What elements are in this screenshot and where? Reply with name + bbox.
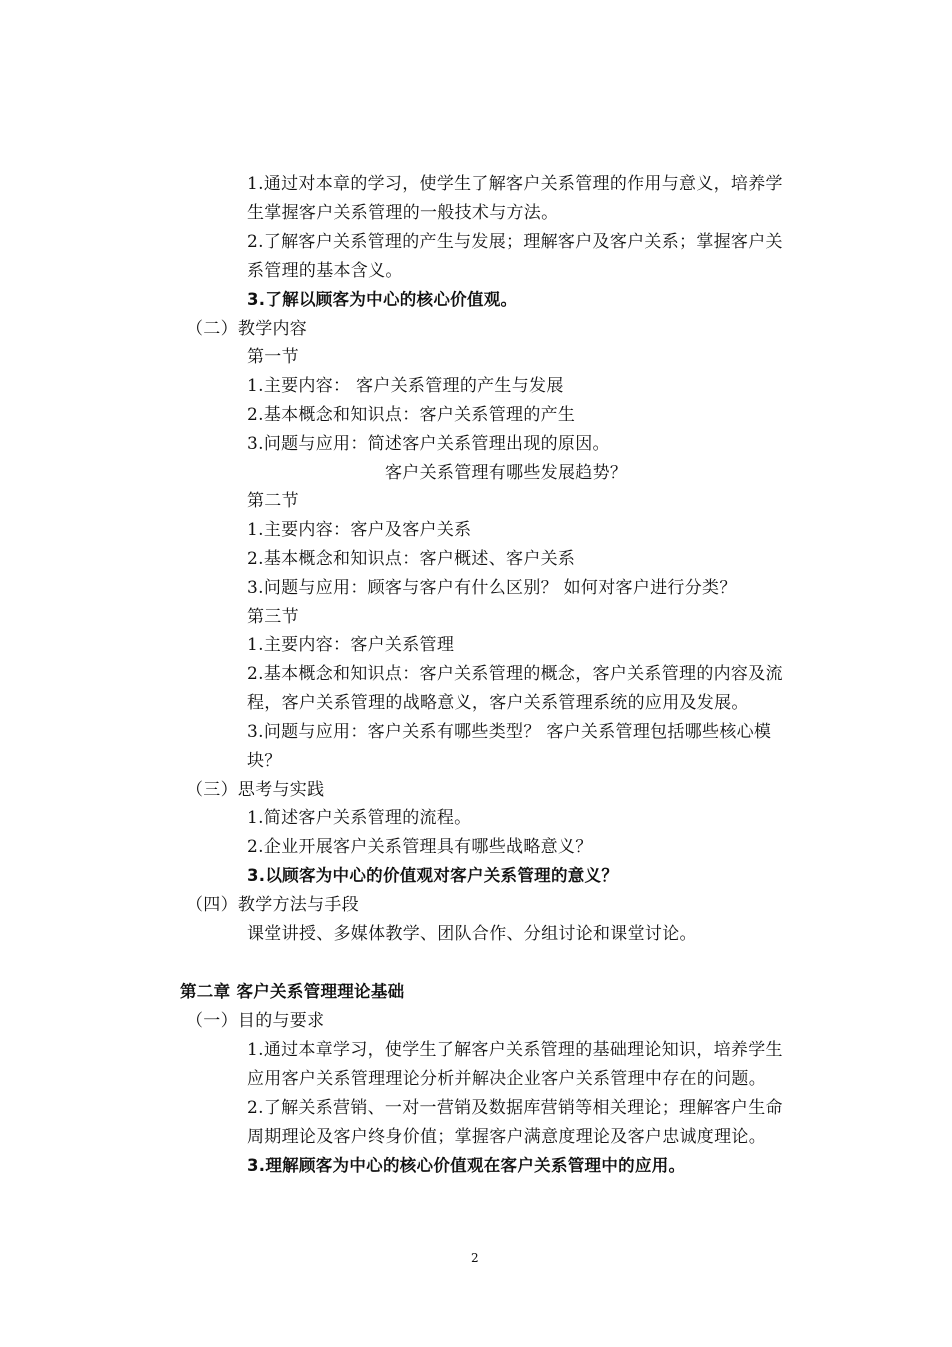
ch2-objective-1-line-2: 应用客户关系管理理论分析并解决企业客户关系管理中存在的问题。	[247, 1069, 766, 1089]
section-heading-methods: （四）教学方法与手段	[186, 895, 359, 915]
s1-questions-continued: 客户关系管理有哪些发展趋势？	[385, 463, 628, 483]
ch2-objective-3: 3.理解顾客为中心的核心价值观在客户关系管理中的应用。	[247, 1156, 686, 1175]
section-heading-teaching-content: （二）教学内容	[186, 319, 308, 339]
objective-3: 3.了解以顾客为中心的核心价值观。	[247, 290, 518, 309]
ch2-objective-1-line-1: 1.通过本章学习，使学生了解客户关系管理的基础理论知识，培养学生	[247, 1040, 783, 1060]
chapter-2-title: 第二章 客户关系管理理论基础	[180, 982, 405, 1001]
practice-2: 2.企业开展客户关系管理具有哪些战略意义？	[247, 837, 593, 857]
s2-main-content: 1.主要内容：客户及客户关系	[247, 520, 472, 540]
ch2-objective-2-line-1: 2.了解关系营销、一对一营销及数据库营销等相关理论；理解客户生命	[247, 1098, 783, 1118]
subsection-heading-2: 第二节	[247, 491, 299, 511]
objective-2-line-2: 系管理的基本含义。	[247, 261, 403, 281]
s3-questions-line-2: 块？	[247, 751, 282, 771]
s1-main-content: 1.主要内容： 客户关系管理的产生与发展	[247, 376, 564, 396]
s3-concepts-line-1: 2.基本概念和知识点：客户关系管理的概念，客户关系管理的内容及流	[247, 664, 783, 684]
practice-1: 1.简述客户关系管理的流程。	[247, 808, 472, 828]
subsection-heading-1: 第一节	[247, 347, 299, 367]
s3-main-content: 1.主要内容：客户关系管理	[247, 635, 455, 655]
objective-1-line-1: 1.通过对本章的学习，使学生了解客户关系管理的作用与意义，培养学	[247, 174, 783, 194]
section-heading-objectives: （一）目的与要求	[186, 1011, 325, 1031]
objective-1-line-2: 生掌握客户关系管理的一般技术与方法。	[247, 203, 559, 223]
subsection-heading-3: 第三节	[247, 607, 299, 627]
ch2-objective-2-line-2: 周期理论及客户终身价值；掌握客户满意度理论及客户忠诚度理论。	[247, 1127, 766, 1147]
section-heading-practice: （三）思考与实践	[186, 780, 325, 800]
practice-3: 3.以顾客为中心的价值观对客户关系管理的意义？	[247, 866, 619, 885]
page-number: 2	[471, 1251, 479, 1265]
objective-2-line-1: 2.了解客户关系管理的产生与发展；理解客户及客户关系；掌握客户关	[247, 232, 783, 252]
s1-questions: 3.问题与应用：简述客户关系管理出现的原因。	[247, 434, 610, 454]
methods-text: 课堂讲授、多媒体教学、团队合作、分组讨论和课堂讨论。	[247, 924, 697, 944]
s3-questions-line-1: 3.问题与应用：客户关系有哪些类型？ 客户关系管理包括哪些核心模	[247, 722, 772, 742]
s1-concepts: 2.基本概念和知识点：客户关系管理的产生	[247, 405, 576, 425]
s3-concepts-line-2: 程，客户关系管理的战略意义，客户关系管理系统的应用及发展。	[247, 693, 749, 713]
s2-concepts: 2.基本概念和知识点：客户概述、客户关系	[247, 549, 576, 569]
s2-questions: 3.问题与应用：顾客与客户有什么区别？ 如何对客户进行分类？	[247, 578, 737, 598]
